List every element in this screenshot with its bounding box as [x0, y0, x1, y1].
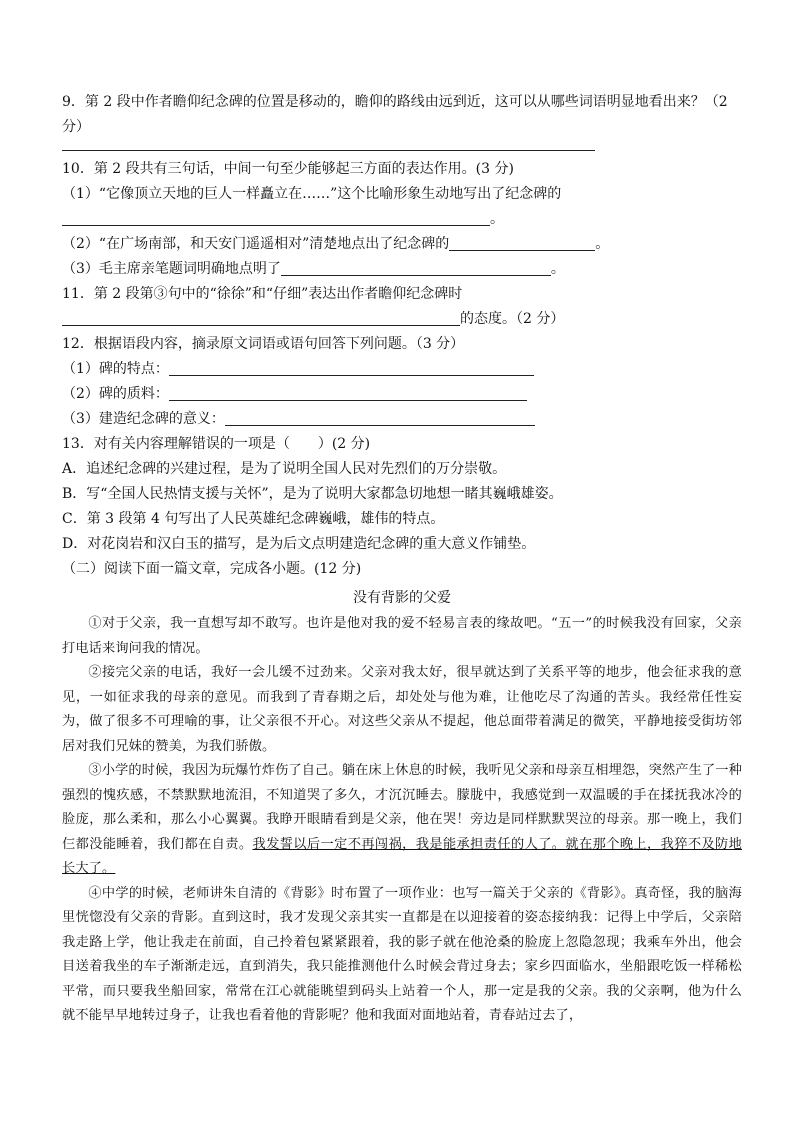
question-10-sub2-end: 。 [595, 236, 610, 252]
question-10-sub1-answer [62, 207, 742, 232]
question-9-answer-line[interactable] [62, 150, 595, 151]
question-12-sub1-blank[interactable] [169, 361, 534, 376]
question-10-sub2-blank[interactable] [449, 236, 595, 251]
question-9-line1: 9．第 2 段中作者瞻仰纪念碑的位置是移动的，瞻仰的路线由远到近，这可以从哪些词语明显地看出来？（2 [62, 94, 728, 110]
question-11-end: 的态度。（2 分） [460, 311, 565, 327]
question-10-sub1: （1）“它像顶立天地的巨人一样矗立在……”这个比喻形象生动地写出了纪念碑的 [62, 186, 562, 202]
question-12-sub3 [62, 407, 742, 432]
question-10-sub3 [62, 257, 742, 282]
article-paragraph-3-underlined-2: 就在那个晚上，我猝不及防地长大了。 [62, 836, 743, 876]
article-paragraph-4: ④中学的时候，老师讲朱自清的《背影》时布置了一项作业：也写一篇关于父亲的《背影》。真奇怪，我的脑海里恍惚没有父亲的背影。直到这时，我才发现父亲其实一直都是在以迎接着的姿态接纳我：记得上中学后，父亲陪我走路上学，他让我走在前面，自己拎着包紧紧跟着，我的影子就在他沧桑的脸庞上忽隐忽现；我乘车外出，他会目送着我坐的车子渐渐走远，直到消失，我只能推测他什么时候会背过身去；家乡四面临水，坐船跟吃饭一样稀松平常，而只要我坐船回家，常常在江心就能眺望到码头上站着一个人，那一定是我的父亲。我的父亲啊，他为什么就不能早早地转过身子，让我也看着他的背影呢？他和我面对面地站着，青春站过去了， [62, 885, 742, 1023]
question-10-sub2-text: （2）“在广场南部，和天安门遥遥相对”清楚地点出了纪念碑的 [62, 236, 450, 252]
question-11-line1: 11．第 2 段第③句中的“徐徐”和“仔细”表达出作者瞻仰纪念碑时 [62, 286, 463, 302]
question-10-sub3-end: 。 [550, 261, 565, 277]
question-11-blank[interactable] [62, 311, 460, 326]
question-12-sub1 [62, 357, 742, 382]
question-13-option-d[interactable]: D．对花岗岩和汉白玉的描写，是为后文点明建造纪念碑的重大意义作铺垫。 [62, 536, 536, 552]
question-10-sub1-blank[interactable] [62, 211, 490, 226]
question-10-sub3-text: （3）毛主席亲笔题词明确地点明了 [62, 261, 281, 277]
article-paragraph-3-text: ③小学的时候，我因为玩爆竹炸伤了自己。躺在床上休息的时候，我听见父亲和母亲互相埋怨，突然产生了一种强烈的愧疚感，不禁默默地流泪，不知道哭了多久，才沉沉睡去。朦胧中，我感觉到一双温暖的手在揉抚我冰冷的脸庞，那么柔和，那么小心翼翼。我睁开眼睛看到是父亲，他在哭！旁边是同样默默哭泣的母亲。那一晚上，我们仨都没能睡着，我们都在自责。 [62, 763, 742, 852]
question-12-sub1-label: （1）碑的特点： [62, 361, 169, 377]
section-2-heading: （二）阅读下面一篇文章，完成各小题。(12 分) [62, 561, 362, 577]
question-13-option-a[interactable]: A．追述纪念碑的兴建过程，是为了说明全国人民对先烈们的万分崇敬。 [62, 461, 507, 477]
question-13-option-b[interactable]: B．写“全国人民热情支援与关怀”，是为了说明大家都急切地想一睹其巍峨雄姿。 [62, 486, 563, 502]
question-12-stem: 12．根据语段内容，摘录原文词语或语句回答下列问题。（3 分） [62, 336, 465, 352]
question-13-option-c[interactable]: C．第 3 段第 4 句写出了人民英雄纪念碑巍峨，雄伟的特点。 [62, 511, 445, 527]
question-10-sub2 [62, 232, 742, 257]
article-paragraph-2: ②接完父亲的电话，我好一会儿缓不过劲来。父亲对我太好，很早就达到了关系平等的地步，他会征求我的意见，一如征求我的母亲的意见。而我到了青春期之后，却处处与他为难，让他吃尽了沟通的苦头。我经常任性妄为，做了很多不可理喻的事，让父亲很不开心。对这些父亲从不提起，他总面带着满足的微笑，平静地接受街坊邻居对我们兄妹的赞美，为我们骄傲。 [62, 665, 742, 754]
question-10-sub3-blank[interactable] [281, 261, 551, 276]
question-10-stem: 10．第 2 段共有三句话，中间一句至少能够起三方面的表达作用。(3 分) [62, 161, 514, 177]
article-paragraph-3 [62, 759, 742, 882]
question-12-sub2 [62, 382, 742, 407]
article-title: 没有背影的父爱 [353, 590, 451, 606]
article-paragraph-1: ①对于父亲，我一直想写却不敢写。也许是他对我的爱不轻易言表的缘故吧。“五一”的时候我没有回家，父亲打电话来询问我的情况。 [62, 616, 742, 656]
question-10-sub1-end: 。 [490, 211, 504, 227]
question-12-sub2-blank[interactable] [169, 386, 527, 401]
article-body [62, 612, 742, 1029]
question-12-sub2-label: （2）碑的质料： [62, 386, 169, 402]
article-paragraph-3-underlined-1: 我发誓以后一定不再闯祸，我是能承担责任的人了。 [252, 836, 566, 852]
question-11-line2 [62, 307, 742, 332]
question-13-stem: 13．对有关内容理解错误的一项是（ ）(2 分) [62, 436, 371, 452]
page-content [62, 90, 742, 1029]
question-12-sub3-blank[interactable] [225, 411, 535, 426]
question-9-line2: 分） [62, 119, 90, 135]
question-12-sub3-label: （3）建造纪念碑的意义： [62, 411, 225, 427]
